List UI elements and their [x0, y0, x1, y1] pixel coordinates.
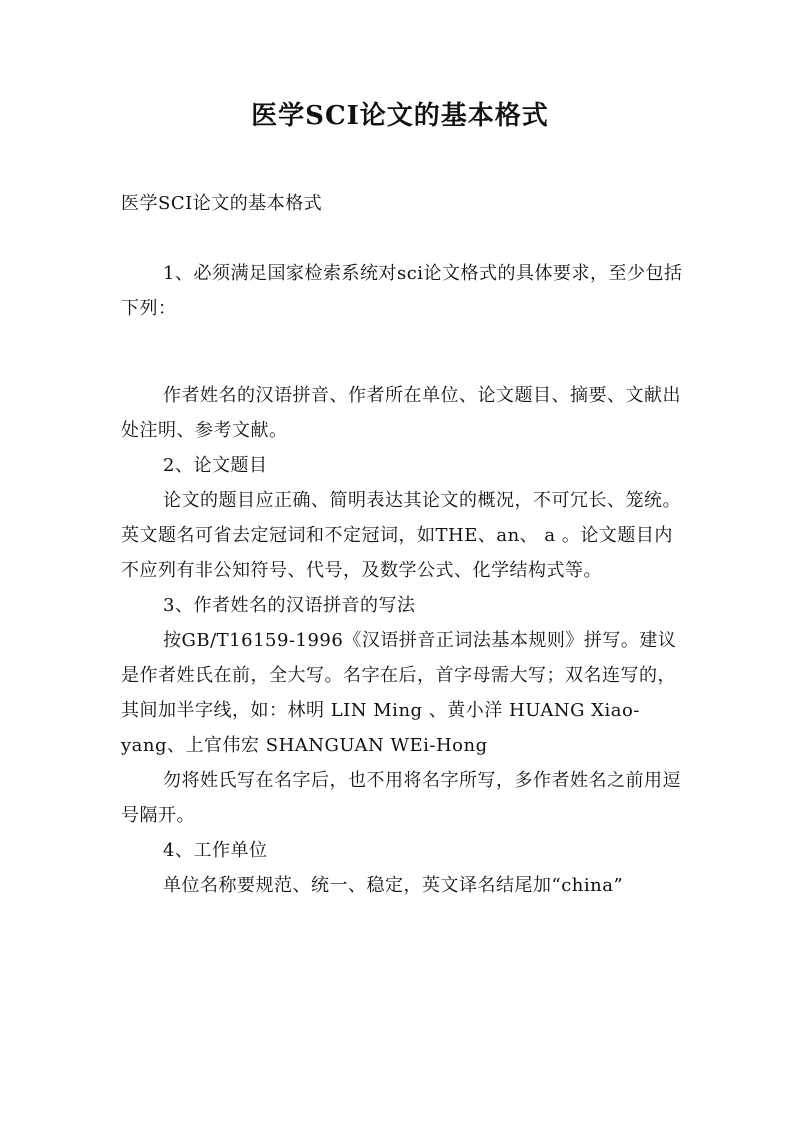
paragraph-affiliation: 单位名称要规范、统一、稳定，英文译名结尾加“china”: [163, 875, 624, 896]
heading-section-4: 4、工作单位: [163, 840, 268, 861]
heading-section-3: 3、作者姓名的汉语拼音的写法: [163, 595, 416, 616]
paragraph-subtitle: 医学SCI论文的基本格式: [121, 193, 323, 214]
paragraph-name-order: 勿将姓氏写在名字后，也不用将名字所写，多作者姓名之前用逗号隔开。: [121, 770, 681, 826]
document-body: [121, 186, 691, 903]
document-title: 医学SCI论文的基本格式: [251, 101, 549, 131]
paragraph-section-1: 1、必须满足国家检索系统对sci论文格式的具体要求，至少包括下列：: [121, 263, 683, 319]
paragraph-title-rules: 论文的题目应正确、简明表达其论文的概况，不可冗长、笼统。英文题名可省去定冠词和不定冠词，如THE、an、 a 。论文题目内不应列有非公知符号、代号，及数学公式、化学结构式等。: [121, 490, 681, 581]
paragraph-author-items: 作者姓名的汉语拼音、作者所在单位、论文题目、摘要、文献出处注明、参考文献。: [121, 385, 681, 441]
paragraph-pinyin-rules: 按GB/T16159-1996《汉语拼音正词法基本规则》拼写。建议是作者姓氏在前，全大写。名字在后，首字母需大写；双名连写的，其间加半字线，如：林明 LIN Ming 、黄小洋 HUANG Xiao-yang、上官伟宏 SHANGUAN WEi-Hong: [121, 630, 677, 756]
heading-section-2: 2、论文题目: [163, 455, 268, 476]
